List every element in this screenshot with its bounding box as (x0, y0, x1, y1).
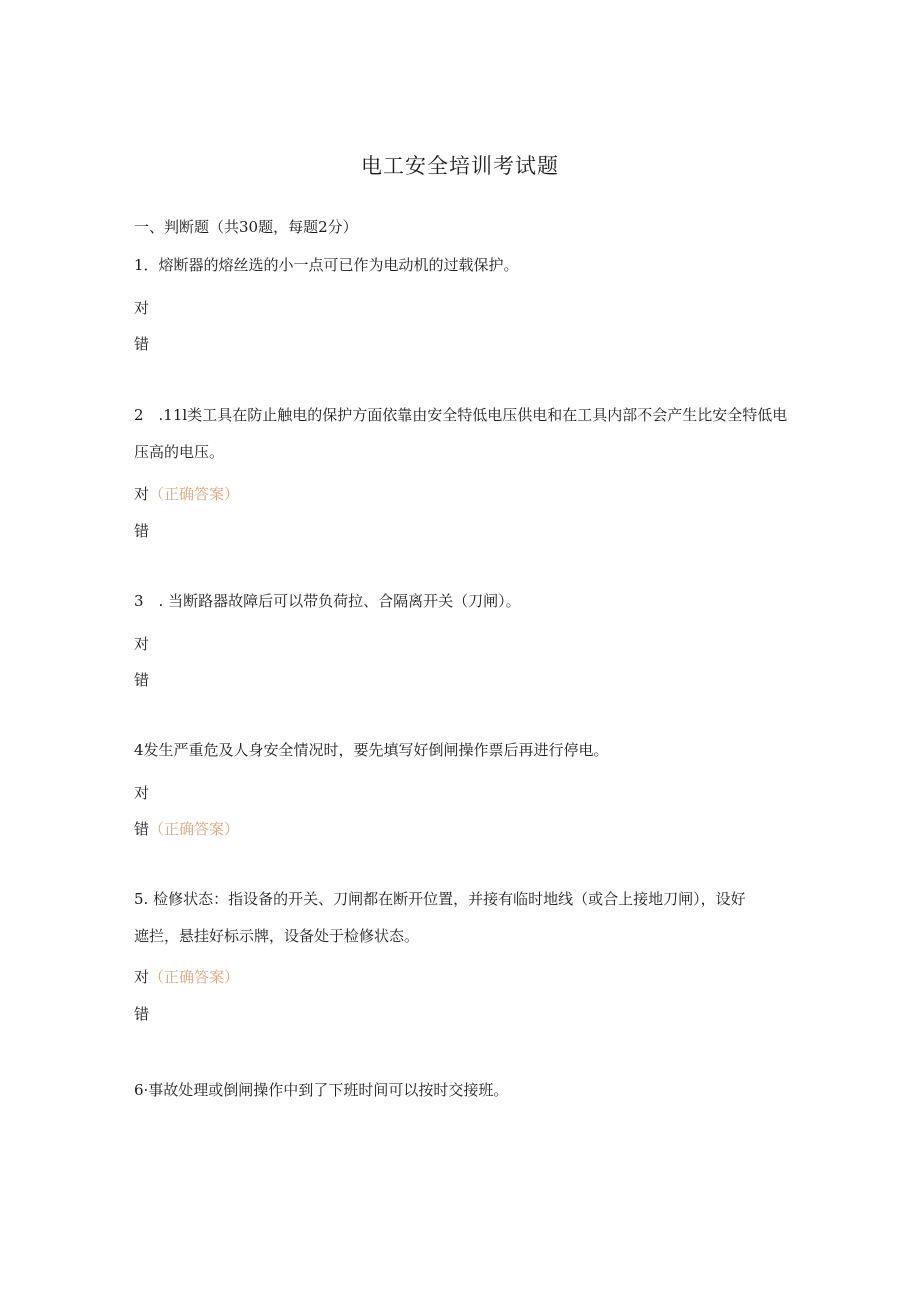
option-label: 错 (134, 335, 150, 353)
question-6-text: 6·事故处理或倒闸操作中到了下班时间可以按时交接班。 (134, 1081, 509, 1099)
question-5-option-true[interactable] (134, 967, 239, 987)
correct-answer-tag: （正确答案） (149, 820, 240, 838)
correct-answer-tag: （正确答案） (149, 485, 240, 503)
question-2-text: 2 .11l类工具在防止触电的保护方面依靠由安全特低电压供电和在工具内部不会产生比安全特低电压高的电压。 (134, 406, 788, 461)
option-label: 对 (134, 635, 150, 653)
question-5-option-false[interactable] (134, 1004, 149, 1024)
question-5-text: 5. 检修状态：指设备的开关、刀闸都在断开位置，并接有临时地线（或合上接地刀闸），设好遮拦，悬挂好标示牌，设备处于检修状态。 (134, 890, 746, 945)
question-4-text: 4发生严重危及人身安全情况时，要先填写好倒闸操作票后再进行停电。 (134, 741, 609, 759)
question-4-option-true[interactable] (134, 783, 149, 803)
question-1-option-false[interactable] (134, 334, 149, 354)
option-label: 对 (134, 968, 150, 986)
question-1-option-true[interactable] (134, 298, 149, 318)
question-3-text: 3 . 当断路器故障后可以带负荷拉、合隔离开关（刀闸）。 (134, 592, 521, 610)
option-label: 错 (134, 522, 150, 540)
option-label: 错 (134, 820, 150, 838)
page-title: 电工安全培训考试题 (361, 154, 559, 178)
correct-answer-tag: （正确答案） (149, 968, 240, 986)
question-3-option-false[interactable] (134, 670, 149, 690)
question-2-option-false[interactable] (134, 521, 149, 541)
question-1-text: 1．熔断器的熔丝选的小一点可已作为电动机的过载保护。 (134, 256, 519, 274)
option-label: 对 (134, 299, 150, 317)
option-label: 对 (134, 784, 150, 802)
section-heading: 一、判断题（共30题，每题2分） (134, 218, 358, 236)
option-label: 错 (134, 671, 150, 689)
option-label: 对 (134, 485, 150, 503)
question-2-option-true[interactable] (134, 484, 239, 504)
option-label: 错 (134, 1005, 150, 1023)
question-3-option-true[interactable] (134, 634, 149, 654)
question-4-option-false[interactable] (134, 819, 239, 839)
